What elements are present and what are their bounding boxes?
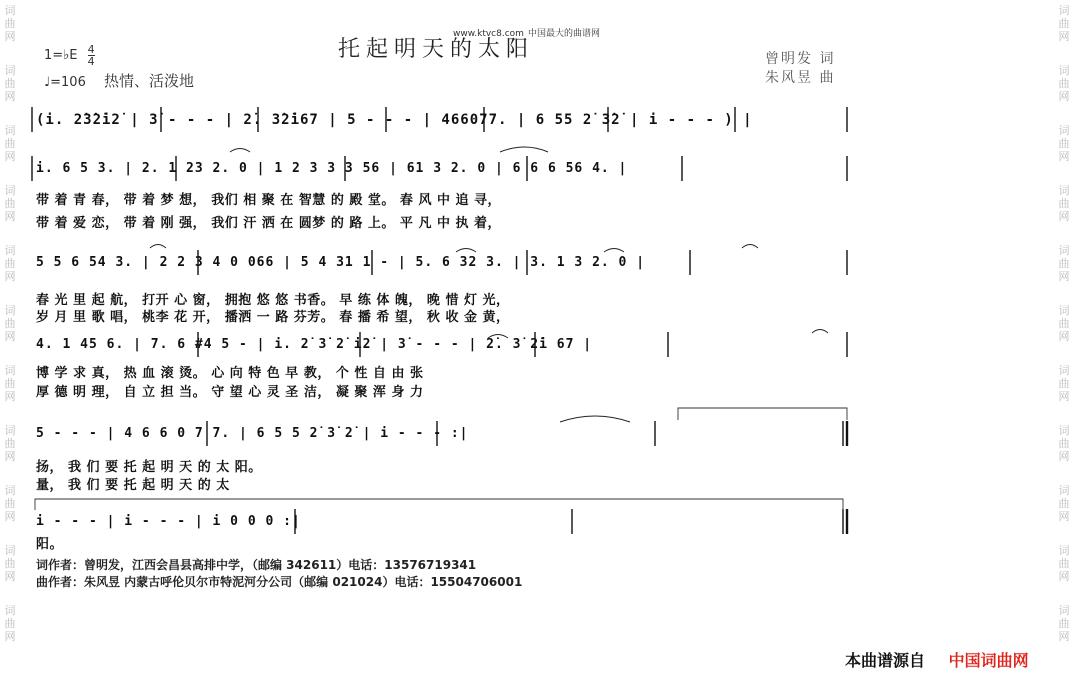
notation-row-4: 4. 1 45 6. | 7. 6 #4 5 - | i. 2̇ 3̇ 2̇ i2̇ | 3̇ - - - | 2̇. 3̇ 2̇i 67 | [36,337,593,352]
lyric-row-3-verse-2: 岁 月 里 歌 唱， 桃李 花 开， 播洒 一 路 芬芳。 春 播 希 望， 秋 收 金 黄， [36,310,510,325]
watermark-text: 词 曲 网 [1058,304,1070,343]
watermark-text: 词 曲 网 [1058,4,1070,43]
watermark-text: 词 曲 网 [1058,64,1070,103]
watermark-text: 词 曲 网 [4,364,16,403]
time-signature-bottom: 4 [87,55,95,68]
notation-row-3: 5 5 6 54 3. | 2 2 3 4 0 066 | 5 4 31 1 - | 5. 6 32 3. | 3. 1 3 2. 0 | [36,255,646,270]
site-url: www.ktvc8.com [453,29,524,39]
lyric-row-6: 阳。 [36,537,64,552]
expression-mark: 热情、活泼地 [103,72,194,90]
watermark-text: 词 曲 网 [4,184,16,223]
watermark-text: 词 曲 网 [4,64,16,103]
lyric-row-5-verse-2: 量， 我 们 要 托 起 明 天 的 太 [36,478,230,493]
lyric-row-5-verse-1: 扬， 我 们 要 托 起 明 天 的 太 阳。 [36,460,262,475]
watermark-text: 词 曲 网 [4,484,16,523]
tempo-mark: ♩=106 [44,75,86,90]
time-signature-top: 4 [87,43,95,56]
lyricist-info: 词作者：曾明发，江西会昌县高排中学，（邮编 342611）电话：13576719341 [36,558,477,572]
lyricist-credit: 曾明发 词 [765,51,836,67]
lyric-row-2-verse-2: 带 着 爱 恋， 带 着 刚 强， 我们 汗 洒 在 圆梦 的 路 上。 平 凡 中 执 着， [36,216,502,231]
composer-info: 曲作者：朱风昱 内蒙古呼伦贝尔市特泥河分公司（邮编 021024）电话：15504706001 [36,575,523,589]
watermark-text: 词 曲 网 [1058,184,1070,223]
watermark-text: 词 曲 网 [1058,364,1070,403]
watermark-text: 词 曲 网 [1058,544,1070,583]
watermark-text: 词 曲 网 [1058,484,1070,523]
watermark-text: 词 曲 网 [4,124,16,163]
notation-row-5: 5 - - - | 4 6 6 0 7 7. | 6 5 5 2̇ 3̇ 2̇ | i - - - :| [36,426,469,441]
composer-credit: 朱风昱 曲 [765,70,836,86]
watermark-text: 词 曲 网 [1058,424,1070,463]
lyric-row-4-verse-2: 厚 德 明 理， 自 立 担 当。 守 望 心 灵 圣 洁， 凝 聚 浑 身 力 [36,385,424,400]
watermark-text: 词 曲 网 [4,4,16,43]
watermark-text: 词 曲 网 [1058,604,1070,643]
notation-row-6: i - - - | i - - - | i 0 0 0 :| [36,514,301,529]
site-name: 中国最大的曲谱网 [527,29,600,39]
notation-row-2: i. 6 5 3. | 2. 1 23 2. 0 | 1 2 3 3 3 56 | 61 3 2. 0 | 6 6 6 56 4. | [36,161,628,176]
watermark-text: 词 曲 网 [1058,124,1070,163]
lyric-row-4-verse-1: 博 学 求 真， 热 血 滚 烫。 心 向 特 色 早 教， 个 性 自 由 张 [36,366,424,381]
lyric-row-3-verse-1: 春 光 里 起 航， 打开 心 窗， 拥抱 悠 悠 书香。 早 练 体 魄， 晚 惜 灯 光， [36,293,510,308]
notation-row-1: (i. 2̇3̇2̇i2̇ | 3̇ - - - | 2̇. 3̇2̇i67 | 5 - - - | 466077. | 6 55 2̇ 3̇2̇ | i - - - ) | [36,112,753,128]
key-signature: 1=♭E [44,48,78,63]
source-label: 本曲谱源自 [845,651,926,670]
song-title: 托起明天的太阳 [338,37,535,62]
watermark-text: 词 曲 网 [4,544,16,583]
source-brand: 中国词曲网 [948,651,1029,670]
watermark-text: 词 曲 网 [4,244,16,283]
watermark-text: 词 曲 网 [4,424,16,463]
lyric-row-2-verse-1: 带 着 青 春， 带 着 梦 想， 我们 相 聚 在 智慧 的 殿 堂。 春 风 中 追 寻， [36,193,502,208]
watermark-text: 词 曲 网 [4,604,16,643]
watermark-text: 词 曲 网 [4,304,16,343]
watermark-text: 词 曲 网 [1058,244,1070,283]
